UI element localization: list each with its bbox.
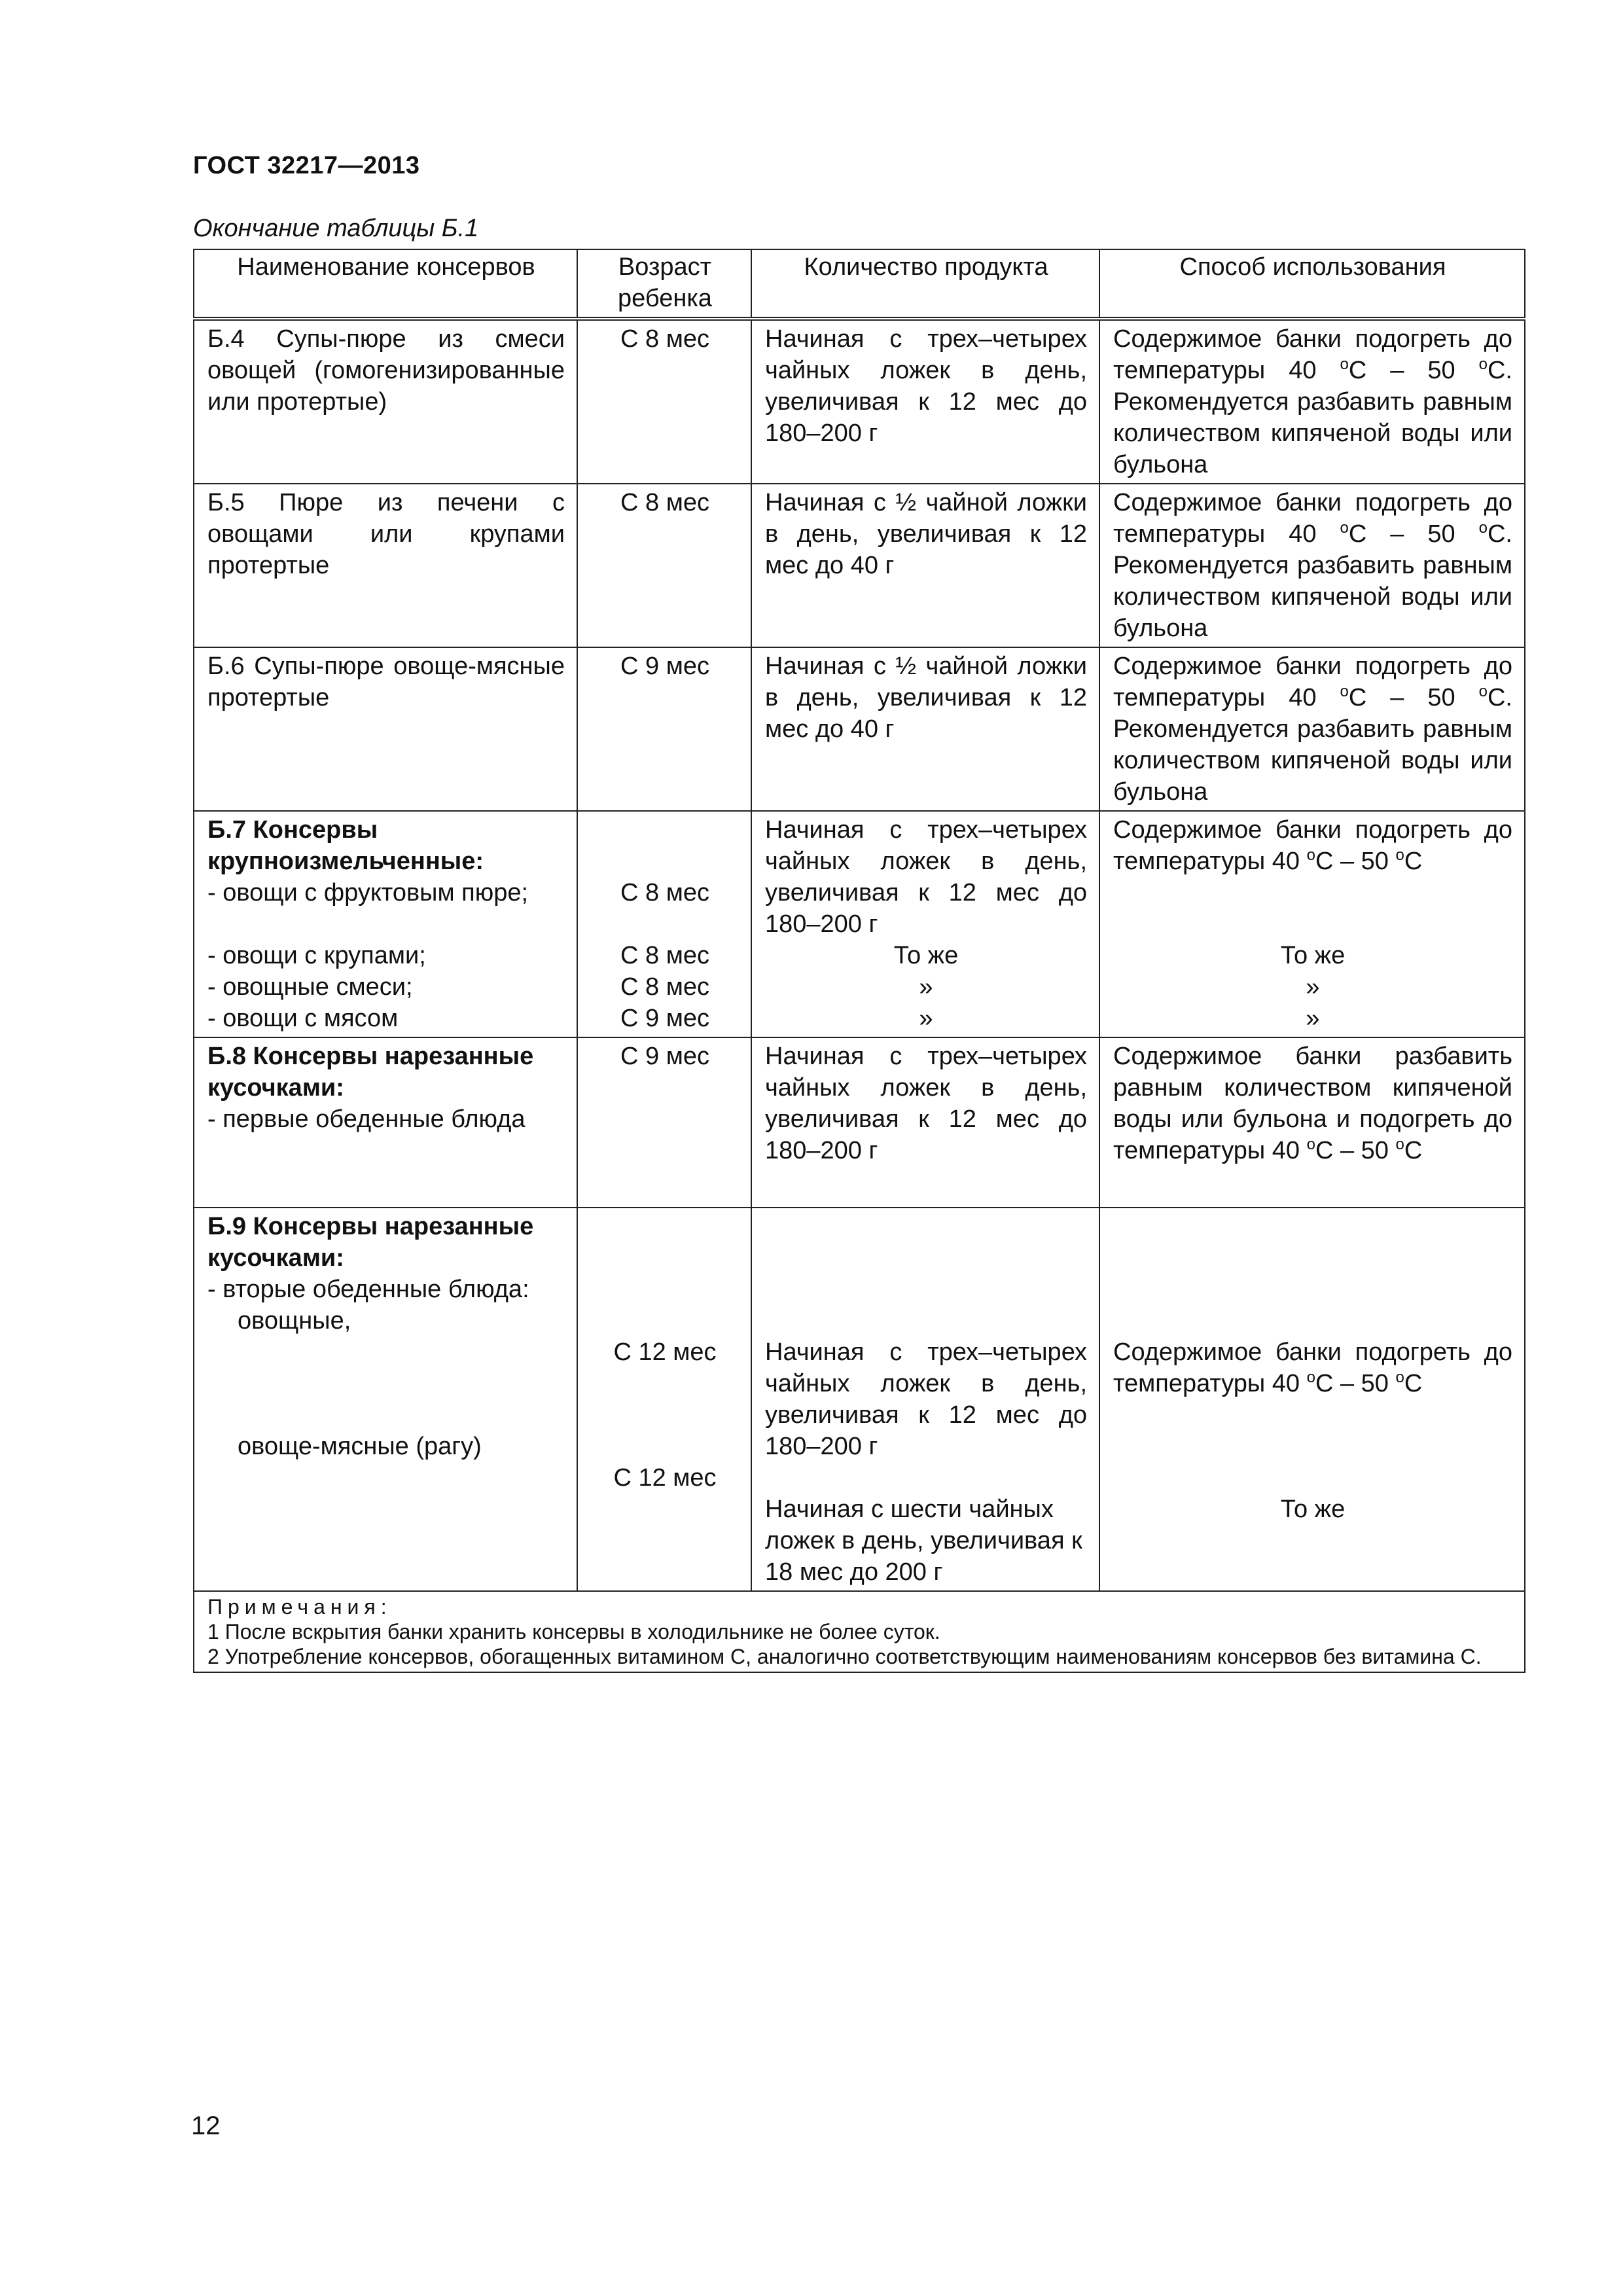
row-b5-age: С 8 мес [577,484,751,647]
row-b7-item4: - овощи с мясом [207,1005,399,1032]
row-b4-name: Б.4 Супы-пюре из смеси овощей (гомогенизированные или протертые) [194,319,577,484]
row-b9-sub1: овощные, [238,1307,351,1335]
table-header-row [194,249,1525,319]
column-header-age: Возраст ребенка [577,249,751,319]
row-b9-quantity2: Начиная с шести чайных ложек в день, увеличивая к 18 мес до 200 г [765,1496,1082,1586]
row-b7-quantity3: » [919,973,933,1001]
infant-food-table [193,249,1525,1673]
row-b7-title: Б.7 Консервы крупноизмельченные: [207,816,484,875]
table-row [194,319,1525,484]
table-row [194,811,1525,1037]
row-b6-quantity: Начиная с ½ чайной ложки в день, увеличивая к 12 мес до 40 г [751,647,1099,811]
row-b8-title: Б.8 Консервы нарезанные кусочками: [207,1043,534,1102]
row-b9-quantity [751,1208,1099,1591]
row-b8-item1: - первые обеденные блюда [207,1105,526,1133]
row-b7-item1: - овощи с фруктовым пюре; [207,879,529,906]
row-b4-usage: Содержимое банки подогреть до температуры 40 $^o$С – 50 $^o$С. Рекомендуется разбавить равным количеством кипяченой воды или бульона [1099,319,1525,484]
row-b7-usage4: » [1306,1005,1320,1032]
row-b8-usage: Содержимое банки разбавить равным количеством кипяченой воды или бульона и подогреть до температуры 40 $^o$С – 50 $^o$С [1099,1037,1525,1208]
row-b7-quantity1: Начиная с трех–четырех чайных ложек в день, увеличивая к 12 мес до 180–200 г [765,816,1087,938]
row-b7-item3: - овощные смеси; [207,973,413,1001]
row-b5-quantity: Начиная с ½ чайной ложки в день, увеличивая к 12 мес до 40 г [751,484,1099,647]
row-b8-name [194,1037,577,1208]
row-b9-age2: С 12 мес [613,1464,717,1492]
row-b7-age3: С 8 мес [620,973,709,1001]
row-b7-age1: С 8 мес [620,879,709,906]
row-b5-usage: Содержимое банки подогреть до температуры 40 $^o$С – 50 $^o$С. Рекомендуется разбавить равным количеством кипяченой воды или бульона [1099,484,1525,647]
row-b7-usage2: То же [1280,942,1346,969]
row-b9-age [577,1208,751,1591]
row-b7-usage1: Содержимое банки подогреть до температуры 40 $^o$С – 50 $^o$С [1113,816,1512,875]
row-b7-age [577,811,751,1037]
row-b5-name: Б.5 Пюре из печени с овощами или крупами протертые [194,484,577,647]
row-b6-usage: Содержимое банки подогреть до температуры 40 $^o$С – 50 $^o$С. Рекомендуется разбавить равным количеством кипяченой воды или бульона [1099,647,1525,811]
row-b6-age: С 9 мес [577,647,751,811]
note-2: 2 Употребление консервов, обогащенных витамином С, аналогично соответствующим наименованиям консервов без витамина С. [207,1645,1482,1668]
row-b7-usage [1099,811,1525,1037]
row-b7-name [194,811,577,1037]
row-b8-quantity: Начиная с трех–четырех чайных ложек в день, увеличивая к 12 мес до 180–200 г [751,1037,1099,1208]
row-b4-quantity: Начиная с трех–четырех чайных ложек в день, увеличивая к 12 мес до 180–200 г [751,319,1099,484]
note-1: 1 После вскрытия банки хранить консервы в холодильнике не более суток. [207,1620,940,1643]
row-b9-sub2: овоще-мясные (рагу) [238,1433,482,1460]
row-b7-age2: С 8 мес [620,942,709,969]
row-b9-usage1: Содержимое банки подогреть до температуры 40 $^o$С – 50 $^o$С [1113,1338,1512,1397]
table-row [194,484,1525,647]
table-row [194,1037,1525,1208]
column-header-name: Наименование консервов [194,249,577,319]
table-caption: Окончание таблицы Б.1 [193,215,479,242]
table-row [194,1208,1525,1591]
row-b9-age1: С 12 мес [613,1338,717,1366]
row-b7-quantity4: » [919,1005,933,1032]
row-b7-quantity2: То же [893,942,959,969]
column-header-quantity: Количество продукта [751,249,1099,319]
row-b9-item1: - вторые обеденные блюда: [207,1276,529,1303]
row-b7-age4: С 9 мес [620,1005,709,1032]
row-b4-age: С 8 мес [577,319,751,484]
row-b7-quantity [751,811,1099,1037]
row-b9-usage2: То же [1280,1496,1346,1523]
row-b7-usage3: » [1306,973,1320,1001]
table-notes [194,1591,1525,1672]
row-b9-usage [1099,1208,1525,1591]
row-b8-age: С 9 мес [577,1037,751,1208]
notes-title: Примечания: [207,1595,392,1619]
row-b9-name [194,1208,577,1591]
notes-row [194,1591,1525,1672]
column-header-usage: Способ использования [1099,249,1525,319]
row-b6-name: Б.6 Супы-пюре овоще-мясные протертые [194,647,577,811]
table-row [194,647,1525,811]
document-header: ГОСТ 32217—2013 [193,152,420,179]
row-b7-item2: - овощи с крупами; [207,942,426,969]
page-number: 12 [191,2111,221,2140]
row-b9-title: Б.9 Консервы нарезанные кусочками: [207,1213,534,1272]
row-b9-quantity1: Начиная с трех–четырех чайных ложек в день, увеличивая к 12 мес до 180–200 г [765,1338,1087,1460]
